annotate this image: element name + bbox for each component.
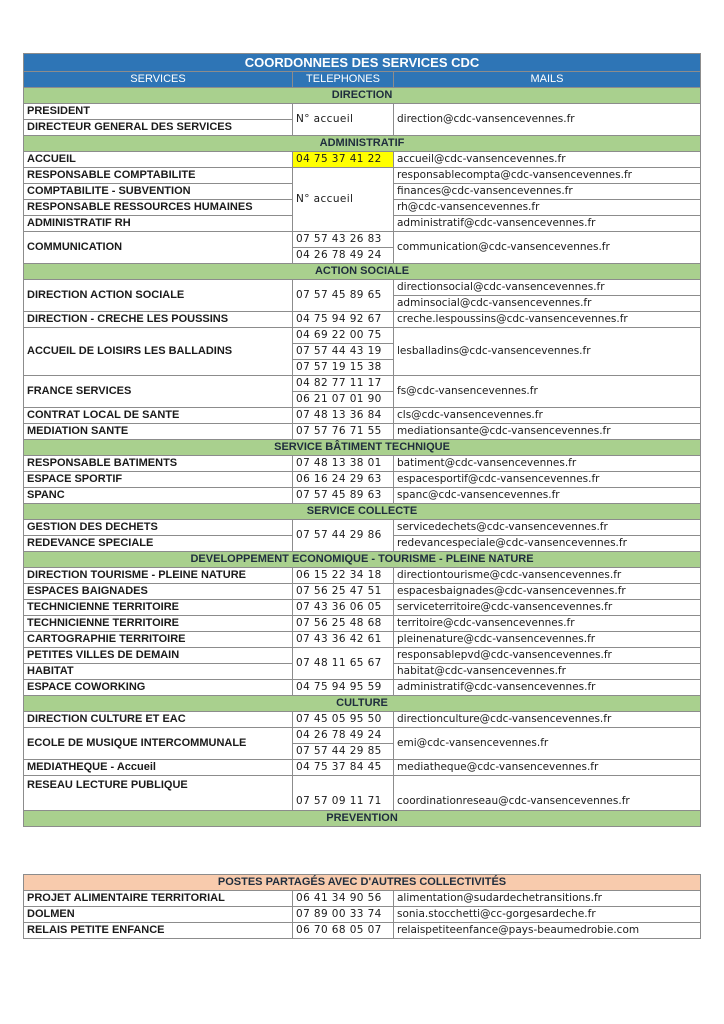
mail-baignades[interactable]: espacesbaignades@cdc-vansencevennes.fr [394, 584, 701, 600]
services-table [23, 53, 701, 827]
phone-pvd: 07 48 11 65 67 [293, 648, 394, 680]
mail-spanc[interactable]: spanc@cdc-vansencevennes.fr [394, 488, 701, 504]
service-communication: COMMUNICATION [24, 232, 293, 264]
mail-relais[interactable]: relaispetiteenfance@pays-beaumedrobie.com [394, 923, 701, 939]
shared-posts-table [23, 874, 701, 939]
service-relais: RELAIS PETITE ENFANCE [24, 923, 293, 939]
mail-direction-culture[interactable]: directionculture@cdc-vansencevennes.fr [394, 712, 701, 728]
phone-france-1: 04 82 77 11 17 [293, 376, 394, 392]
mail-technicienne-1[interactable]: serviceterritoire@cdc-vansencevennes.fr [394, 600, 701, 616]
mail-tourisme[interactable]: directiontourisme@cdc-vansencevennes.fr [394, 568, 701, 584]
table-title: COORDONNEES DES SERVICES CDC [24, 54, 701, 72]
phone-mediation: 07 57 76 71 55 [293, 424, 394, 440]
phone-baignades: 07 56 25 47 51 [293, 584, 394, 600]
mail-redevance[interactable]: redevancespeciale@cdc-vansencevennes.fr [394, 536, 701, 552]
mail-france[interactable]: fs@cdc-vansencevennes.fr [394, 376, 701, 408]
section-developpement: DEVELOPPEMENT ECONOMIQUE - TOURISME - PLEINE NATURE [24, 552, 701, 568]
phone-lecture: 07 57 09 11 71 [293, 776, 394, 811]
phone-relais: 06 70 68 05 07 [293, 923, 394, 939]
mail-rh[interactable]: rh@cdc-vansencevennes.fr [394, 200, 701, 216]
phone-loisirs-3: 07 57 19 15 38 [293, 360, 394, 376]
section-prevention: PREVENTION [24, 811, 701, 827]
service-compta: RESPONSABLE COMPTABILITE [24, 168, 293, 184]
service-sportif: ESPACE SPORTIF [24, 472, 293, 488]
mail-mediatheque[interactable]: mediatheque@cdc-vansencevennes.fr [394, 760, 701, 776]
service-spanc: SPANC [24, 488, 293, 504]
mail-dolmen[interactable]: sonia.stocchetti@cc-gorgesardeche.fr [394, 907, 701, 923]
service-subvention: COMPTABILITE - SUBVENTION [24, 184, 293, 200]
mail-subvention[interactable]: finances@cdc-vansencevennes.fr [394, 184, 701, 200]
mail-mediation[interactable]: mediationsante@cdc-vansencevennes.fr [394, 424, 701, 440]
service-baignades: ESPACES BAIGNADES [24, 584, 293, 600]
service-technicienne-1: TECHNICIENNE TERRITOIRE [24, 600, 293, 616]
mail-coworking[interactable]: administratif@cdc-vansencevennes.fr [394, 680, 701, 696]
service-dechets: GESTION DES DECHETS [24, 520, 293, 536]
service-coworking: ESPACE COWORKING [24, 680, 293, 696]
mail-creche[interactable]: creche.lespoussins@cdc-vansencevennes.fr [394, 312, 701, 328]
mail-direction-sociale-1[interactable]: directionsocial@cdc-vansencevennes.fr [394, 280, 701, 296]
mail-accueil[interactable]: accueil@cdc-vansencevennes.fr [394, 152, 701, 168]
phone-dolmen: 07 89 00 33 74 [293, 907, 394, 923]
phone-sportif: 06 16 24 29 63 [293, 472, 394, 488]
service-direction-culture: DIRECTION CULTURE ET EAC [24, 712, 293, 728]
mail-sportif[interactable]: espacesportif@cdc-vansencevennes.fr [394, 472, 701, 488]
phone-technicienne-1: 07 43 36 06 05 [293, 600, 394, 616]
service-mediatheque: MEDIATHEQUE - Accueil [24, 760, 293, 776]
service-batiments: RESPONSABLE BATIMENTS [24, 456, 293, 472]
mail-technicienne-2[interactable]: territoire@cdc-vansencevennes.fr [394, 616, 701, 632]
mail-dechets[interactable]: servicedechets@cdc-vansencevennes.fr [394, 520, 701, 536]
service-direction-sociale: DIRECTION ACTION SOCIALE [24, 280, 293, 312]
mail-cls[interactable]: cls@cdc-vansencevennes.fr [394, 408, 701, 424]
phone-alimentaire: 06 41 34 90 56 [293, 891, 394, 907]
service-alimentaire: PROJET ALIMENTAIRE TERRITORIAL [24, 891, 293, 907]
service-tourisme: DIRECTION TOURISME - PLEINE NATURE [24, 568, 293, 584]
phone-communication-1: 07 57 43 26 83 [293, 232, 394, 248]
phone-france-2: 06 21 07 01 90 [293, 392, 394, 408]
phone-musique-1: 04 26 78 49 24 [293, 728, 394, 744]
mail-communication[interactable]: communication@cdc-vansencevennes.fr [394, 232, 701, 264]
phone-mediatheque: 04 75 37 84 45 [293, 760, 394, 776]
service-mediation: MEDIATION SANTE [24, 424, 293, 440]
section-batiment: SERVICE BÂTIMENT TECHNIQUE [24, 440, 701, 456]
phone-direction-sociale: 07 57 45 89 65 [293, 280, 394, 312]
mail-alimentaire[interactable]: alimentation@sudardechetransitions.fr [394, 891, 701, 907]
service-cartographie: CARTOGRAPHIE TERRITOIRE [24, 632, 293, 648]
phone-loisirs-2: 07 57 44 43 19 [293, 344, 394, 360]
shared-title: POSTES PARTAGÉS AVEC D'AUTRES COLLECTIVITÉS [24, 875, 701, 891]
mail-musique[interactable]: emi@cdc-vansencevennes.fr [394, 728, 701, 760]
column-header-telephones: TELEPHONES [293, 72, 394, 88]
phone-creche: 04 75 94 92 67 [293, 312, 394, 328]
phone-admin-shared: N° accueil [293, 168, 394, 232]
mail-compta[interactable]: responsablecompta@cdc-vansencevennes.fr [394, 168, 701, 184]
mail-loisirs[interactable]: lesballadins@cdc-vansencevennes.fr [394, 328, 701, 376]
phone-batiments: 07 48 13 38 01 [293, 456, 394, 472]
phone-direction: N° accueil [293, 104, 394, 136]
service-loisirs: ACCUEIL DE LOISIRS LES BALLADINS [24, 328, 293, 376]
phone-cartographie: 07 43 36 42 61 [293, 632, 394, 648]
service-creche: DIRECTION - CRECHE LES POUSSINS [24, 312, 293, 328]
service-president: PRESIDENT [24, 104, 293, 120]
phone-tourisme: 06 15 22 34 18 [293, 568, 394, 584]
section-action-sociale: ACTION SOCIALE [24, 264, 701, 280]
service-redevance: REDEVANCE SPECIALE [24, 536, 293, 552]
phone-cls: 07 48 13 36 84 [293, 408, 394, 424]
section-administratif: ADMINISTRATIF [24, 136, 701, 152]
mail-direction-sociale-2[interactable]: adminsocial@cdc-vansencevennes.fr [394, 296, 701, 312]
mail-batiments[interactable]: batiment@cdc-vansencevennes.fr [394, 456, 701, 472]
column-header-services: SERVICES [24, 72, 293, 88]
mail-habitat[interactable]: habitat@cdc-vansencevennes.fr [394, 664, 701, 680]
phone-coworking: 04 75 94 95 59 [293, 680, 394, 696]
service-habitat: HABITAT [24, 664, 293, 680]
phone-communication-2: 04 26 78 49 24 [293, 248, 394, 264]
phone-collecte: 07 57 44 29 86 [293, 520, 394, 552]
section-culture: CULTURE [24, 696, 701, 712]
phone-accueil: 04 75 37 41 22 [293, 152, 394, 168]
service-technicienne-2: TECHNICIENNE TERRITOIRE [24, 616, 293, 632]
mail-cartographie[interactable]: pleinenature@cdc-vansencevennes.fr [394, 632, 701, 648]
mail-pvd[interactable]: responsablepvd@cdc-vansencevennes.fr [394, 648, 701, 664]
service-musique: ECOLE DE MUSIQUE INTERCOMMUNALE [24, 728, 293, 760]
service-rh: RESPONSABLE RESSOURCES HUMAINES [24, 200, 293, 216]
service-lecture: RESEAU LECTURE PUBLIQUE [24, 776, 293, 811]
service-pvd: PETITES VILLES DE DEMAIN [24, 648, 293, 664]
service-admin-rh: ADMINISTRATIF RH [24, 216, 293, 232]
mail-admin-rh[interactable]: administratif@cdc-vansencevennes.fr [394, 216, 701, 232]
service-france: FRANCE SERVICES [24, 376, 293, 408]
column-header-mails: MAILS [394, 72, 701, 88]
mail-direction[interactable]: direction@cdc-vansencevennes.fr [394, 104, 701, 136]
phone-musique-2: 07 57 44 29 85 [293, 744, 394, 760]
service-cls: CONTRAT LOCAL DE SANTE [24, 408, 293, 424]
service-dolmen: DOLMEN [24, 907, 293, 923]
phone-technicienne-2: 07 56 25 48 68 [293, 616, 394, 632]
section-direction: DIRECTION [24, 88, 701, 104]
service-dgs: DIRECTEUR GENERAL DES SERVICES [24, 120, 293, 136]
phone-direction-culture: 07 45 05 95 50 [293, 712, 394, 728]
section-collecte: SERVICE COLLECTE [24, 504, 701, 520]
phone-loisirs-1: 04 69 22 00 75 [293, 328, 394, 344]
mail-lecture[interactable]: coordinationreseau@cdc-vansencevennes.fr [394, 776, 701, 811]
phone-spanc: 07 57 45 89 63 [293, 488, 394, 504]
service-accueil: ACCUEIL [24, 152, 293, 168]
